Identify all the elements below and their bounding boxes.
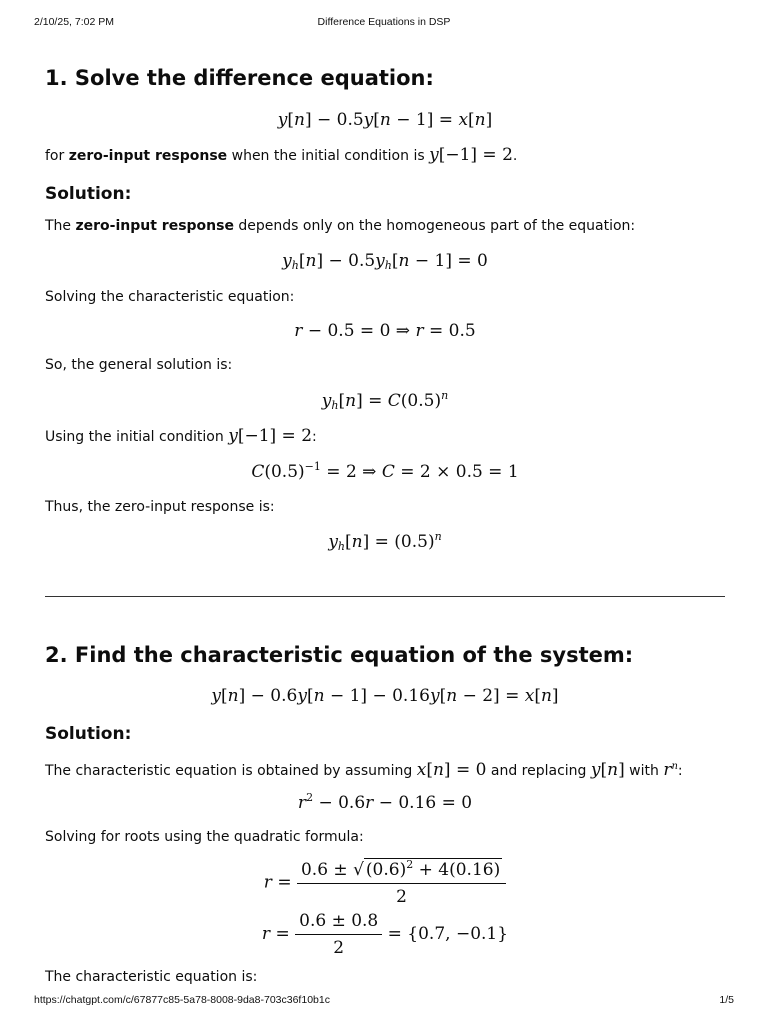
section2-paragraph-1: The characteristic equation is obtained by assuming x[n] = 0 and replacing y[n] with $r^n$: bbox=[45, 760, 683, 780]
section1-paragraph-2: Solving the characteristic equation: bbox=[45, 289, 295, 305]
section2-paragraph-3: The characteristic equation is: bbox=[45, 969, 258, 985]
section1-paragraph-1: The zero-input response depends only on the homogeneous part of the equation: bbox=[45, 218, 636, 234]
section1-general-solution: $y_h[n] = C(0.5)^n$ bbox=[321, 389, 449, 412]
section1-heading: 1. Solve the difference equation: bbox=[45, 66, 434, 90]
section-divider bbox=[45, 596, 725, 597]
section2-quadratic-formula: r = $\frac{0.6 \pm √ (0.6)^2 + 4(0.16)}{2}$ bbox=[45, 858, 725, 908]
section1-paragraph-4: Using the initial condition y[−1] = 2: bbox=[45, 426, 317, 446]
section2-paragraph-2: Solving for roots using the quadratic formula: bbox=[45, 829, 364, 845]
section1-result-equation: $y_h[n] = (0.5)^n$ bbox=[328, 530, 442, 553]
section2-solution-label: Solution: bbox=[45, 724, 132, 744]
section1-characteristic-equation: r − 0.5 = 0 ⇒ r = 0.5 bbox=[294, 321, 476, 341]
section1-constant-equation: $C(0.5)^{-1} = 2$ ⇒ C = 2 × 0.5 = 1 bbox=[251, 460, 519, 482]
section1-homogeneous-equation: $y_h[n] - 0.5y_h[n - 1] = 0$ bbox=[282, 251, 488, 272]
section2-main-equation: y[n] − 0.6y[n − 1] − 0.16y[n − 2] = x[n] bbox=[211, 686, 559, 706]
print-title: Difference Equations in DSP bbox=[317, 16, 451, 28]
page-url: https://chatgpt.com/c/67877c85-5a78-8008-9da8-703c36f10b1c bbox=[34, 994, 330, 1006]
section1-intro: for zero-input response when the initial condition is y[−1] = 2. bbox=[45, 145, 518, 165]
section1-paragraph-5: Thus, the zero-input response is: bbox=[45, 499, 275, 515]
section1-paragraph-3: So, the general solution is: bbox=[45, 357, 233, 373]
section2-roots-equation: r = $\frac{0.6 \pm 0.8}{2}$ = {0.7, −0.1} bbox=[261, 911, 509, 958]
section2-heading: 2. Find the characteristic equation of the system: bbox=[45, 643, 634, 667]
section1-main-equation: y[n] − 0.5y[n − 1] = x[n] bbox=[277, 110, 493, 130]
page-number: 1/5 bbox=[719, 994, 734, 1006]
section2-characteristic-equation: $r^2 - 0.6r - 0.16 = 0$ bbox=[297, 791, 473, 813]
print-timestamp: 2/10/25, 7:02 PM bbox=[34, 16, 114, 28]
zero-input-term: zero-input response bbox=[68, 148, 228, 164]
section1-solution-label: Solution: bbox=[45, 184, 132, 204]
